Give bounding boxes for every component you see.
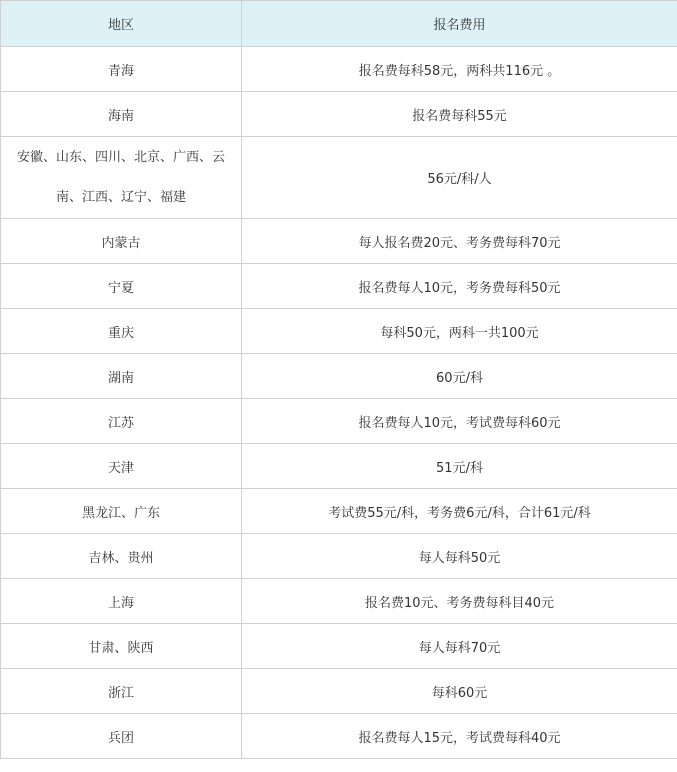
fee-cell: 每科50元，两科一共100元 [242, 309, 677, 354]
region-cell: 甘肃、陕西 [1, 624, 242, 669]
fee-cell: 报名费每人10元，考试费每科60元 [242, 399, 677, 444]
header-region: 地区 [1, 1, 242, 47]
table-row [1, 534, 677, 579]
fee-cell: 每人每科70元 [242, 624, 677, 669]
region-cell: 上海 [1, 579, 242, 624]
table-row [1, 92, 677, 137]
region-cell: 吉林、贵州 [1, 534, 242, 579]
fee-cell: 每科60元 [242, 669, 677, 714]
fee-cell: 报名费每人10元，考务费每科50元 [242, 264, 677, 309]
fee-cell: 报名费每人15元，考试费每科40元 [242, 714, 677, 759]
fee-cell: 报名费每科55元 [242, 92, 677, 137]
region-cell: 湖南 [1, 354, 242, 399]
fee-cell: 考试费55元/科，考务费6元/科，合计61元/科 [242, 489, 677, 534]
fee-cell: 60元/科 [242, 354, 677, 399]
fee-cell: 每人报名费20元、考务费每科70元 [242, 219, 677, 264]
table-row [1, 47, 677, 92]
table-row [1, 354, 677, 399]
table-row [1, 579, 677, 624]
table-row [1, 624, 677, 669]
fee-cell: 每人每科50元 [242, 534, 677, 579]
table-row [1, 669, 677, 714]
table-row [1, 444, 677, 489]
region-cell: 内蒙古 [1, 219, 242, 264]
fee-cell: 56元/科/人 [242, 137, 677, 219]
region-cell: 重庆 [1, 309, 242, 354]
table-row [1, 137, 677, 219]
table-row [1, 264, 677, 309]
region-cell: 天津 [1, 444, 242, 489]
header-fee: 报名费用 [242, 1, 677, 47]
region-cell: 兵团 [1, 714, 242, 759]
region-cell: 安徽、山东、四川、北京、广西、云南、江西、辽宁、福建 [1, 137, 242, 219]
region-cell: 海南 [1, 92, 242, 137]
fee-cell: 51元/科 [242, 444, 677, 489]
region-cell: 宁夏 [1, 264, 242, 309]
table-row [1, 714, 677, 759]
region-cell: 江苏 [1, 399, 242, 444]
region-cell: 黑龙江、广东 [1, 489, 242, 534]
region-cell: 浙江 [1, 669, 242, 714]
table-header-row [1, 1, 677, 47]
table-row [1, 489, 677, 534]
fee-cell: 报名费10元、考务费每科目40元 [242, 579, 677, 624]
region-cell: 青海 [1, 47, 242, 92]
table-row [1, 399, 677, 444]
fee-cell: 报名费每科58元，两科共116元 。 [242, 47, 677, 92]
table-row [1, 219, 677, 264]
table-row [1, 309, 677, 354]
